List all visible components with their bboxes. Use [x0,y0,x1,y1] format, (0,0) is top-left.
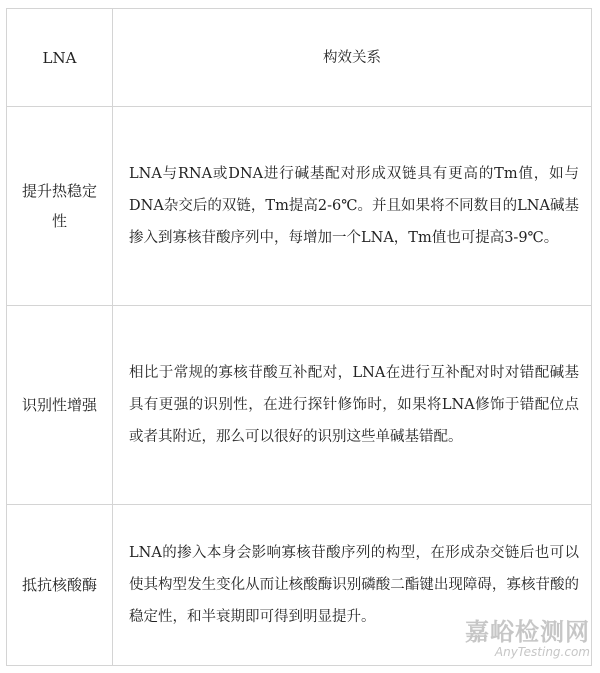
header-cell-relation: 构效关系 [113,9,592,107]
row-label-thermal-stability: 提升热稳定性 [21,182,97,230]
lna-structure-activity-table [6,8,592,666]
table-row [7,107,592,306]
row-label-nuclease-resistance: 抵抗核酸酶 [21,576,97,594]
watermark [465,619,590,659]
watermark-en: AnyTesting.com [494,645,590,659]
header-cell-lna: LNA [7,9,113,107]
watermark-cn: 嘉峪检测网 [465,618,590,646]
row-text-thermal-stability: LNA与RNA或DNA进行碱基配对形成双链具有更高的Tm值，如与 DNA杂交后的双链，Tm提高2-6℃。并且如果将不同数目的LNA碱基掺入到寡核苷酸序列中，每增加一个LNA，Tm值也可提高3-9℃。 [129,166,579,246]
table-row [7,306,592,505]
row-text-recognition: 相比于常规的寡核苷酸互补配对，LNA在进行互补配对时对错配碱基具有更强的识别性，在进行探针修饰时，如果将LNA修饰于错配位点或者其附近，那么可以很好的识别这些单碱基错配。 [129,365,579,445]
row-text-nuclease-resistance: LNA的掺入本身会影响寡核苷酸序列的构型，在形成杂交链后也可以使其构型发生变化从而让核酸酶识别磷酸二酯键出现障碍，寡核苷酸的稳定性，和半衰期即可得到明显提升。 [129,545,579,625]
table-header-row [7,9,592,107]
row-label-recognition: 识别性增强 [21,396,97,414]
